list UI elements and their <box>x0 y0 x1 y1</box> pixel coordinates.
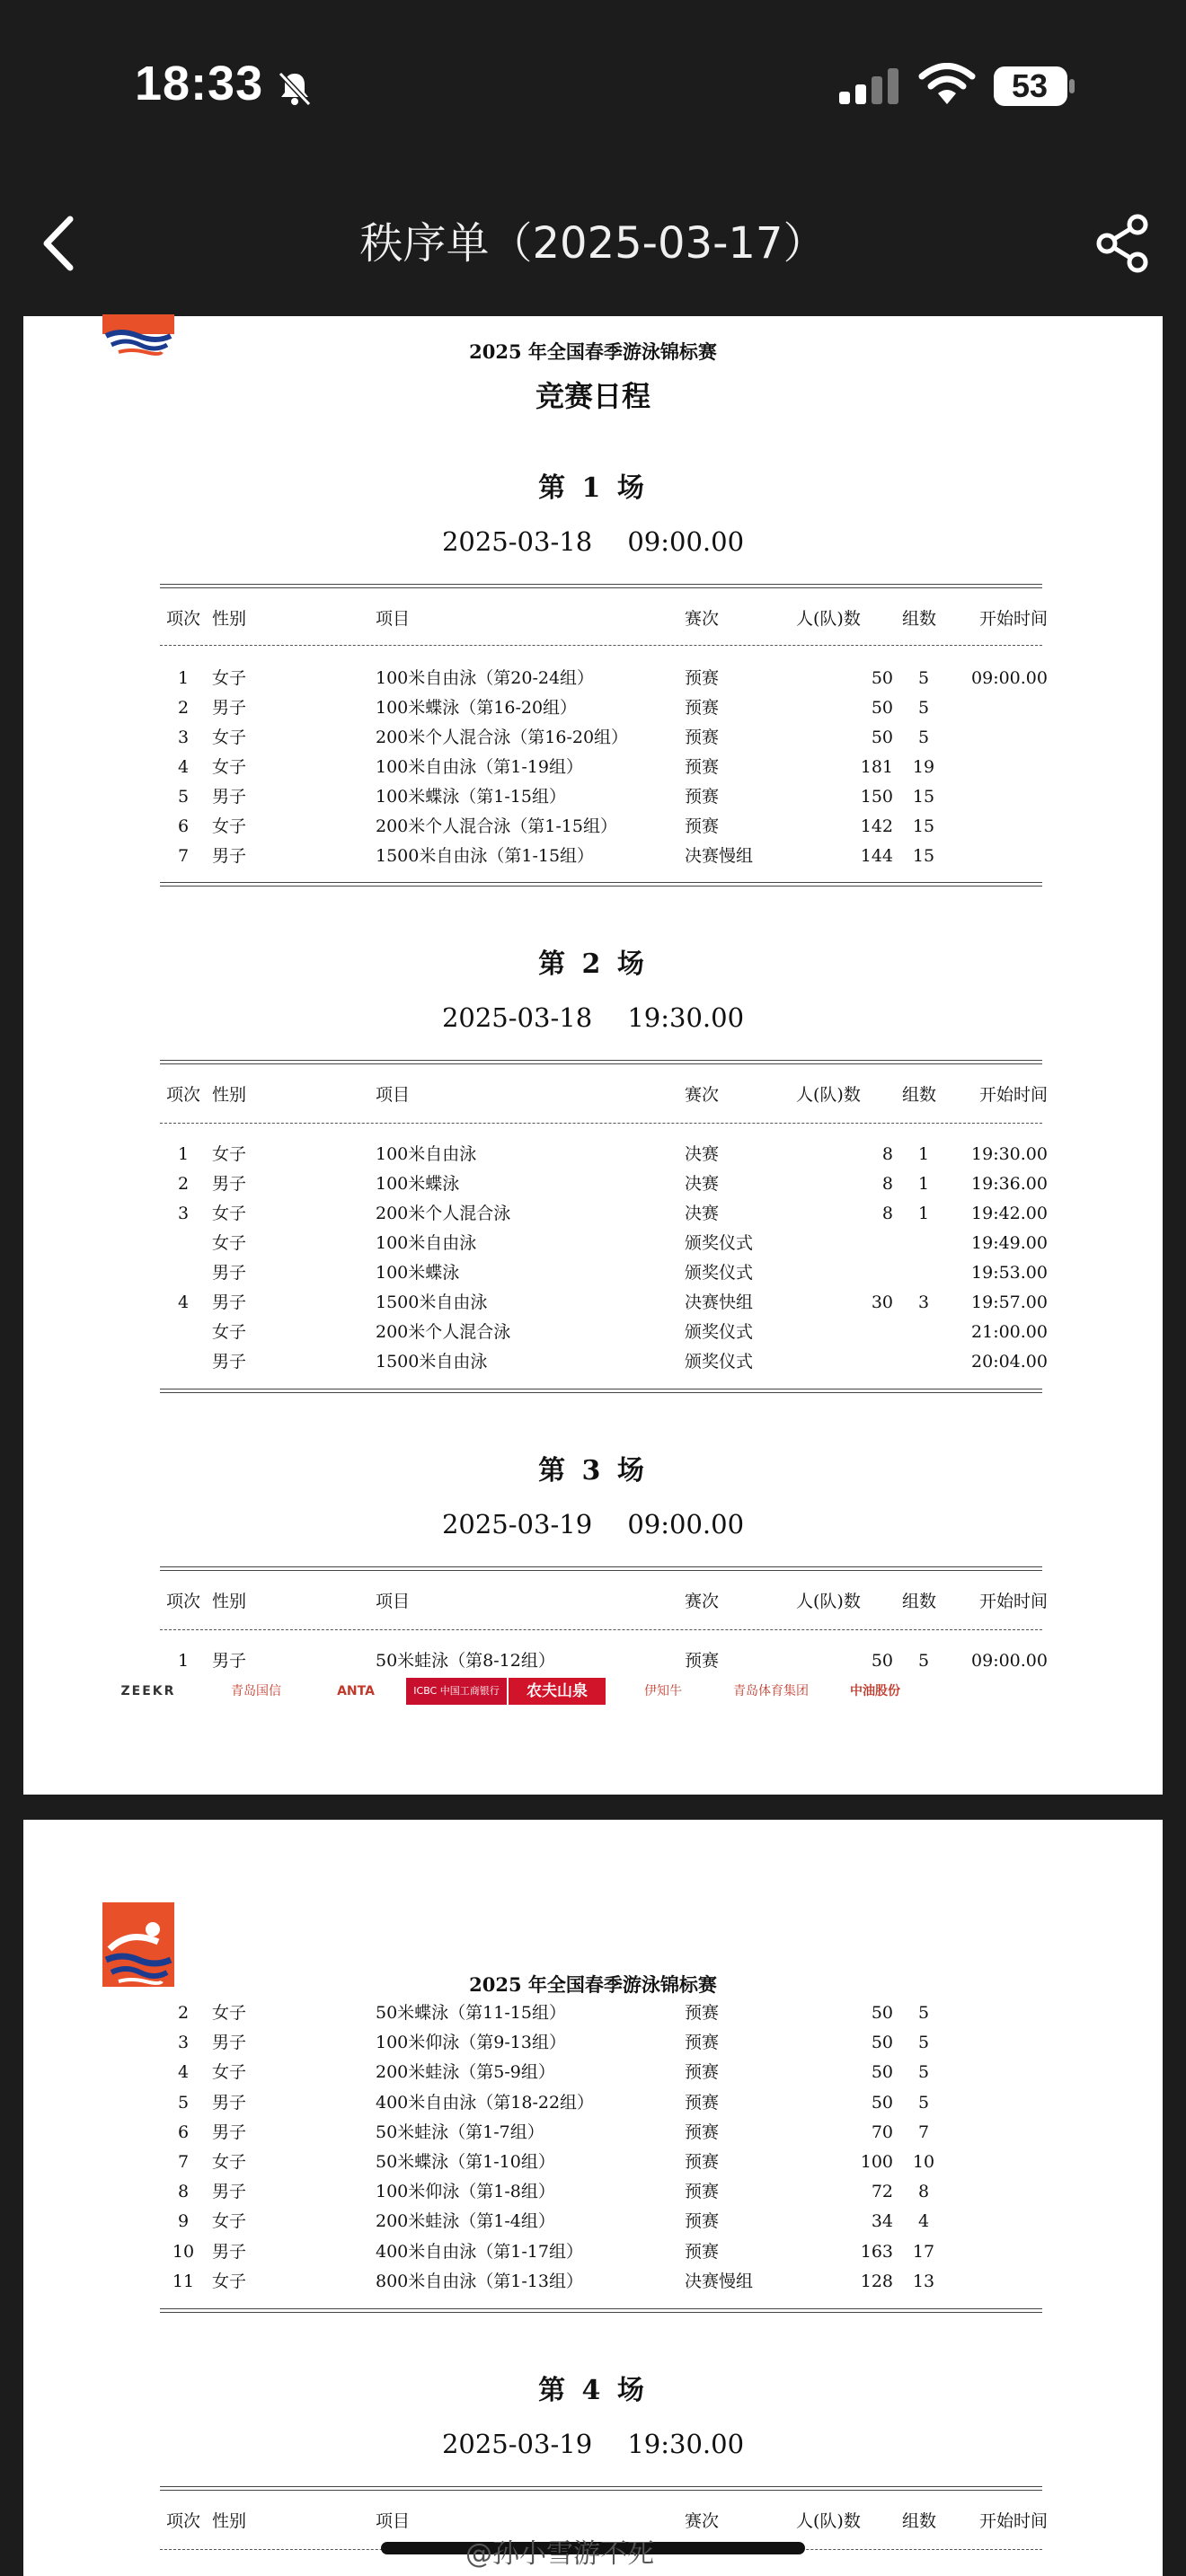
table-row <box>23 754 1163 781</box>
cell-sex: 男子 <box>212 2092 247 2113</box>
table-row <box>23 1999 1163 2026</box>
cell-event: 100米仰泳（第9-13组） <box>376 2033 566 2053</box>
cell-no: 6 <box>177 2122 190 2142</box>
divider <box>160 882 1042 887</box>
table-row <box>23 724 1163 751</box>
cell-no: 7 <box>177 846 190 866</box>
cell-round: 预赛 <box>685 2241 720 2262</box>
cell-people: 181 <box>860 757 893 777</box>
cell-groups: 19 <box>912 757 935 777</box>
cell-groups: 15 <box>912 816 935 836</box>
table-row <box>23 813 1163 840</box>
cell-groups: 4 <box>917 2211 930 2232</box>
table-row <box>23 694 1163 721</box>
cell-sex: 男子 <box>212 2122 247 2142</box>
table-row <box>23 2089 1163 2116</box>
table-row <box>23 1348 1163 1375</box>
cell-no: 1 <box>177 1144 190 1164</box>
cell-round: 预赛 <box>685 2092 720 2113</box>
cell-round: 颁奖仪式 <box>685 1352 754 1372</box>
cell-time: 21:00.00 <box>971 1322 1048 1342</box>
table-row <box>23 665 1163 692</box>
cell-event: 100米自由泳 <box>376 1144 477 1164</box>
cell-event: 1500米自由泳（第1-15组） <box>376 846 595 866</box>
cell-people: 50 <box>871 728 893 747</box>
cell-round: 决赛 <box>685 1204 720 1223</box>
divider <box>160 645 1042 646</box>
cell-people: 50 <box>871 698 893 718</box>
cell-no: 11 <box>172 2271 195 2291</box>
sponsor-bar <box>102 1678 911 1708</box>
cell-event: 50米蛙泳（第8-12组） <box>376 1651 555 1671</box>
cell-time: 19:53.00 <box>971 1263 1048 1283</box>
cell-sex: 男子 <box>212 2241 247 2262</box>
cell-people: 50 <box>871 668 893 688</box>
cell-people: 8 <box>881 1144 893 1164</box>
sponsor-logo: ICBC 中国工商银行 <box>406 1678 507 1705</box>
cell-round: 决赛 <box>685 1144 720 1164</box>
table-header: 项次 性别 项目 赛次 人(队)数 组数 开始时间 <box>165 1085 1048 1105</box>
table-row <box>23 2059 1163 2086</box>
cell-sex: 女子 <box>212 1322 247 1342</box>
cell-event: 100米蝶泳 <box>376 1263 460 1283</box>
cell-people: 70 <box>871 2122 893 2142</box>
cell-round: 颁奖仪式 <box>685 1233 754 1253</box>
document-page <box>23 1820 1163 2576</box>
cell-groups: 1 <box>917 1174 930 1194</box>
cell-round: 决赛慢组 <box>685 846 754 866</box>
cell-groups: 5 <box>917 1651 930 1671</box>
cell-no: 6 <box>177 816 190 836</box>
cell-round: 决赛 <box>685 1174 720 1194</box>
cell-groups: 5 <box>917 2092 930 2113</box>
cell-sex: 女子 <box>212 668 247 688</box>
sponsor-logo: 中油股份 <box>850 1684 900 1698</box>
cell-sex: 女子 <box>212 2152 247 2172</box>
cell-sex: 女子 <box>212 1144 247 1164</box>
watermark: @孙小雪游不死 <box>465 2538 654 2570</box>
cell-event: 50米蛙泳（第1-7组） <box>376 2122 544 2142</box>
cell-no: 1 <box>177 668 190 688</box>
page-title: 秩序单（2025-03-17） <box>359 218 827 269</box>
table-row <box>23 2238 1163 2265</box>
chevron-left-icon[interactable] <box>36 212 81 275</box>
divider <box>160 1060 1042 1064</box>
cell-sex: 男子 <box>212 846 247 866</box>
cell-event: 400米自由泳（第1-17组） <box>376 2241 583 2262</box>
cell-round: 预赛 <box>685 2211 720 2232</box>
divider <box>160 584 1042 588</box>
cell-no: 4 <box>177 2062 190 2083</box>
cell-people: 50 <box>871 2062 893 2083</box>
table-row <box>23 1289 1163 1316</box>
cell-groups: 8 <box>917 2182 930 2202</box>
cell-people: 50 <box>871 1651 893 1671</box>
table-row <box>23 1170 1163 1197</box>
cell-no: 4 <box>177 1292 190 1312</box>
cell-round: 预赛 <box>685 2152 720 2172</box>
cell-sex: 男子 <box>212 2182 247 2202</box>
cell-time: 20:04.00 <box>971 1352 1048 1372</box>
cell-event: 50米蝶泳（第11-15组） <box>376 2003 566 2023</box>
cell-event: 200米蛙泳（第1-4组） <box>376 2211 555 2232</box>
cell-no: 1 <box>177 1651 190 1671</box>
cell-groups: 7 <box>917 2122 930 2142</box>
cell-groups: 5 <box>917 2062 930 2083</box>
session-title: 第 4 场 <box>538 2375 648 2406</box>
table-row <box>23 1319 1163 1345</box>
cell-people: 30 <box>871 1292 893 1312</box>
cell-groups: 1 <box>917 1204 930 1223</box>
cell-people: 163 <box>860 2241 893 2262</box>
cell-event: 1500米自由泳 <box>376 1352 488 1372</box>
sponsor-logo: ANTA <box>337 1684 375 1698</box>
session-datetime: 2025-03-19 19:30.00 <box>441 2429 745 2459</box>
session-datetime: 2025-03-18 09:00.00 <box>441 526 745 557</box>
cell-event: 50米蝶泳（第1-10组） <box>376 2152 555 2172</box>
cell-round: 预赛 <box>685 728 720 747</box>
divider <box>160 2486 1042 2491</box>
cell-people: 50 <box>871 2092 893 2113</box>
competition-name: 2025 年全国春季游泳锦标赛 <box>469 1973 717 1996</box>
cell-sex: 男子 <box>212 1292 247 1312</box>
cell-people: 72 <box>871 2182 893 2202</box>
cell-groups: 5 <box>917 2003 930 2023</box>
cell-groups: 17 <box>912 2241 935 2262</box>
cell-round: 预赛 <box>685 787 720 807</box>
cell-people: 128 <box>860 2271 893 2291</box>
cell-no: 3 <box>177 1204 190 1223</box>
cell-round: 预赛 <box>685 668 720 688</box>
cell-people: 50 <box>871 2003 893 2023</box>
session-datetime: 2025-03-18 19:30.00 <box>441 1002 745 1033</box>
sponsor-logo: ZEEKR <box>120 1684 176 1698</box>
cell-groups: 5 <box>917 668 930 688</box>
divider <box>160 1123 1042 1124</box>
cell-people: 100 <box>860 2152 893 2172</box>
cell-sex: 男子 <box>212 787 247 807</box>
cell-event: 400米自由泳（第18-22组） <box>376 2092 595 2113</box>
sponsor-logo: 青岛体育集团 <box>733 1684 809 1698</box>
table-row <box>23 1647 1163 1674</box>
sponsor-logo: 青岛国信 <box>231 1684 281 1698</box>
cell-time: 19:36.00 <box>971 1174 1048 1194</box>
cell-time: 19:57.00 <box>971 1292 1048 1312</box>
session-datetime: 2025-03-19 09:00.00 <box>441 1509 745 1539</box>
cell-sex: 女子 <box>212 757 247 777</box>
cell-time: 19:30.00 <box>971 1144 1048 1164</box>
cell-event: 800米自由泳（第1-13组） <box>376 2271 583 2291</box>
divider <box>160 1389 1042 1393</box>
cell-groups: 1 <box>917 1144 930 1164</box>
cell-sex: 男子 <box>212 2033 247 2053</box>
cell-sex: 男子 <box>212 1263 247 1283</box>
cell-people: 8 <box>881 1204 893 1223</box>
cell-no: 10 <box>172 2241 195 2262</box>
cell-people: 150 <box>860 787 893 807</box>
cell-event: 200米个人混合泳 <box>376 1204 511 1223</box>
cell-round: 决赛快组 <box>685 1292 754 1312</box>
sponsor-logo: 农夫山泉 <box>509 1678 606 1705</box>
cell-sex: 男子 <box>212 1651 247 1671</box>
cell-round: 预赛 <box>685 816 720 836</box>
cell-round: 决赛慢组 <box>685 2271 754 2291</box>
table-header: 项次 性别 项目 赛次 人(队)数 组数 开始时间 <box>165 1592 1048 1611</box>
table-header: 项次 性别 项目 赛次 人(队)数 组数 开始时间 <box>165 2511 1048 2531</box>
cell-people: 34 <box>871 2211 893 2232</box>
cell-sex: 女子 <box>212 2211 247 2232</box>
cell-round: 预赛 <box>685 698 720 718</box>
divider <box>160 2308 1042 2313</box>
session-title: 第 2 场 <box>538 948 648 980</box>
cell-people: 50 <box>871 2033 893 2053</box>
cell-event: 200米个人混合泳 <box>376 1322 511 1342</box>
cell-time: 09:00.00 <box>971 1651 1048 1671</box>
divider <box>160 1629 1042 1630</box>
cell-groups: 5 <box>917 698 930 718</box>
cell-people: 142 <box>860 816 893 836</box>
cell-groups: 13 <box>912 2271 935 2291</box>
divider <box>160 1566 1042 1571</box>
table-header: 项次 性别 项目 赛次 人(队)数 组数 开始时间 <box>165 609 1048 629</box>
cell-round: 预赛 <box>685 1651 720 1671</box>
cell-round: 预赛 <box>685 2062 720 2083</box>
wifi-icon <box>918 63 976 106</box>
cell-sex: 女子 <box>212 2003 247 2023</box>
cell-sex: 女子 <box>212 728 247 747</box>
cell-sex: 女子 <box>212 2062 247 2083</box>
cell-groups: 3 <box>917 1292 930 1312</box>
table-row <box>23 1141 1163 1168</box>
cell-no: 2 <box>177 2003 190 2023</box>
table-row <box>23 1200 1163 1227</box>
cell-event: 200米个人混合泳（第16-20组） <box>376 728 629 747</box>
status-time: 18:33 <box>135 57 264 110</box>
cell-no: 2 <box>177 698 190 718</box>
cell-groups: 15 <box>912 846 935 866</box>
table-row <box>23 783 1163 810</box>
table-row <box>23 842 1163 869</box>
cell-event: 100米自由泳（第20-24组） <box>376 668 595 688</box>
cell-round: 预赛 <box>685 2122 720 2142</box>
cell-groups: 5 <box>917 2033 930 2053</box>
table-row <box>23 1259 1163 1286</box>
cell-event: 100米仰泳（第1-8组） <box>376 2182 555 2202</box>
cell-sex: 男子 <box>212 1174 247 1194</box>
table-row <box>23 2268 1163 2295</box>
cell-sex: 女子 <box>212 816 247 836</box>
table-row <box>23 2208 1163 2235</box>
cell-no: 3 <box>177 728 190 747</box>
table-row <box>23 2119 1163 2146</box>
cell-round: 颁奖仪式 <box>685 1263 754 1283</box>
cell-people: 144 <box>860 846 893 866</box>
battery-level: 53 <box>1011 67 1049 104</box>
cell-sex: 女子 <box>212 1233 247 1253</box>
cell-round: 预赛 <box>685 757 720 777</box>
cell-sex: 女子 <box>212 2271 247 2291</box>
cell-event: 100米自由泳 <box>376 1233 477 1253</box>
sponsor-logo: 伊知牛 <box>644 1684 682 1698</box>
competition-name: 2025 年全国春季游泳锦标赛 <box>469 340 717 363</box>
cell-no: 4 <box>177 757 190 777</box>
cell-time: 19:42.00 <box>971 1204 1048 1223</box>
cell-round: 颁奖仪式 <box>685 1322 754 1342</box>
session-title: 第 1 场 <box>538 472 648 504</box>
session-title: 第 3 场 <box>538 1455 648 1486</box>
cell-event: 200米蛙泳（第5-9组） <box>376 2062 555 2083</box>
cell-no: 7 <box>177 2152 190 2172</box>
cell-time: 09:00.00 <box>971 668 1048 688</box>
signal-icon <box>839 68 902 104</box>
bell-slash-icon <box>275 68 314 108</box>
table-row <box>23 2029 1163 2056</box>
share-icon[interactable] <box>1094 214 1150 273</box>
document-page <box>23 316 1163 1795</box>
cell-event: 100米蝶泳 <box>376 1174 460 1194</box>
cell-event: 100米蝶泳（第1-15组） <box>376 787 566 807</box>
cell-event: 100米蝶泳（第16-20组） <box>376 698 578 718</box>
cell-sex: 男子 <box>212 1352 247 1372</box>
cell-no: 5 <box>177 2092 190 2113</box>
cell-sex: 女子 <box>212 1204 247 1223</box>
cell-no: 5 <box>177 787 190 807</box>
table-row <box>23 1230 1163 1257</box>
cell-people: 8 <box>881 1174 893 1194</box>
cell-event: 200米个人混合泳（第1-15组） <box>376 816 617 836</box>
table-row <box>23 2148 1163 2175</box>
schedule-heading: 竞赛日程 <box>535 379 651 413</box>
cell-event: 100米自由泳（第1-19组） <box>376 757 583 777</box>
cell-no: 8 <box>177 2182 190 2202</box>
cell-round: 预赛 <box>685 2033 720 2053</box>
cell-no: 3 <box>177 2033 190 2053</box>
cell-no: 2 <box>177 1174 190 1194</box>
cell-time: 19:49.00 <box>971 1233 1048 1253</box>
cell-round: 预赛 <box>685 2003 720 2023</box>
cell-sex: 男子 <box>212 698 247 718</box>
cell-groups: 15 <box>912 787 935 807</box>
cell-no: 9 <box>177 2211 190 2232</box>
cell-groups: 10 <box>912 2152 935 2172</box>
cell-groups: 5 <box>917 728 930 747</box>
cell-round: 预赛 <box>685 2182 720 2202</box>
table-row <box>23 2178 1163 2205</box>
cell-event: 1500米自由泳 <box>376 1292 488 1312</box>
